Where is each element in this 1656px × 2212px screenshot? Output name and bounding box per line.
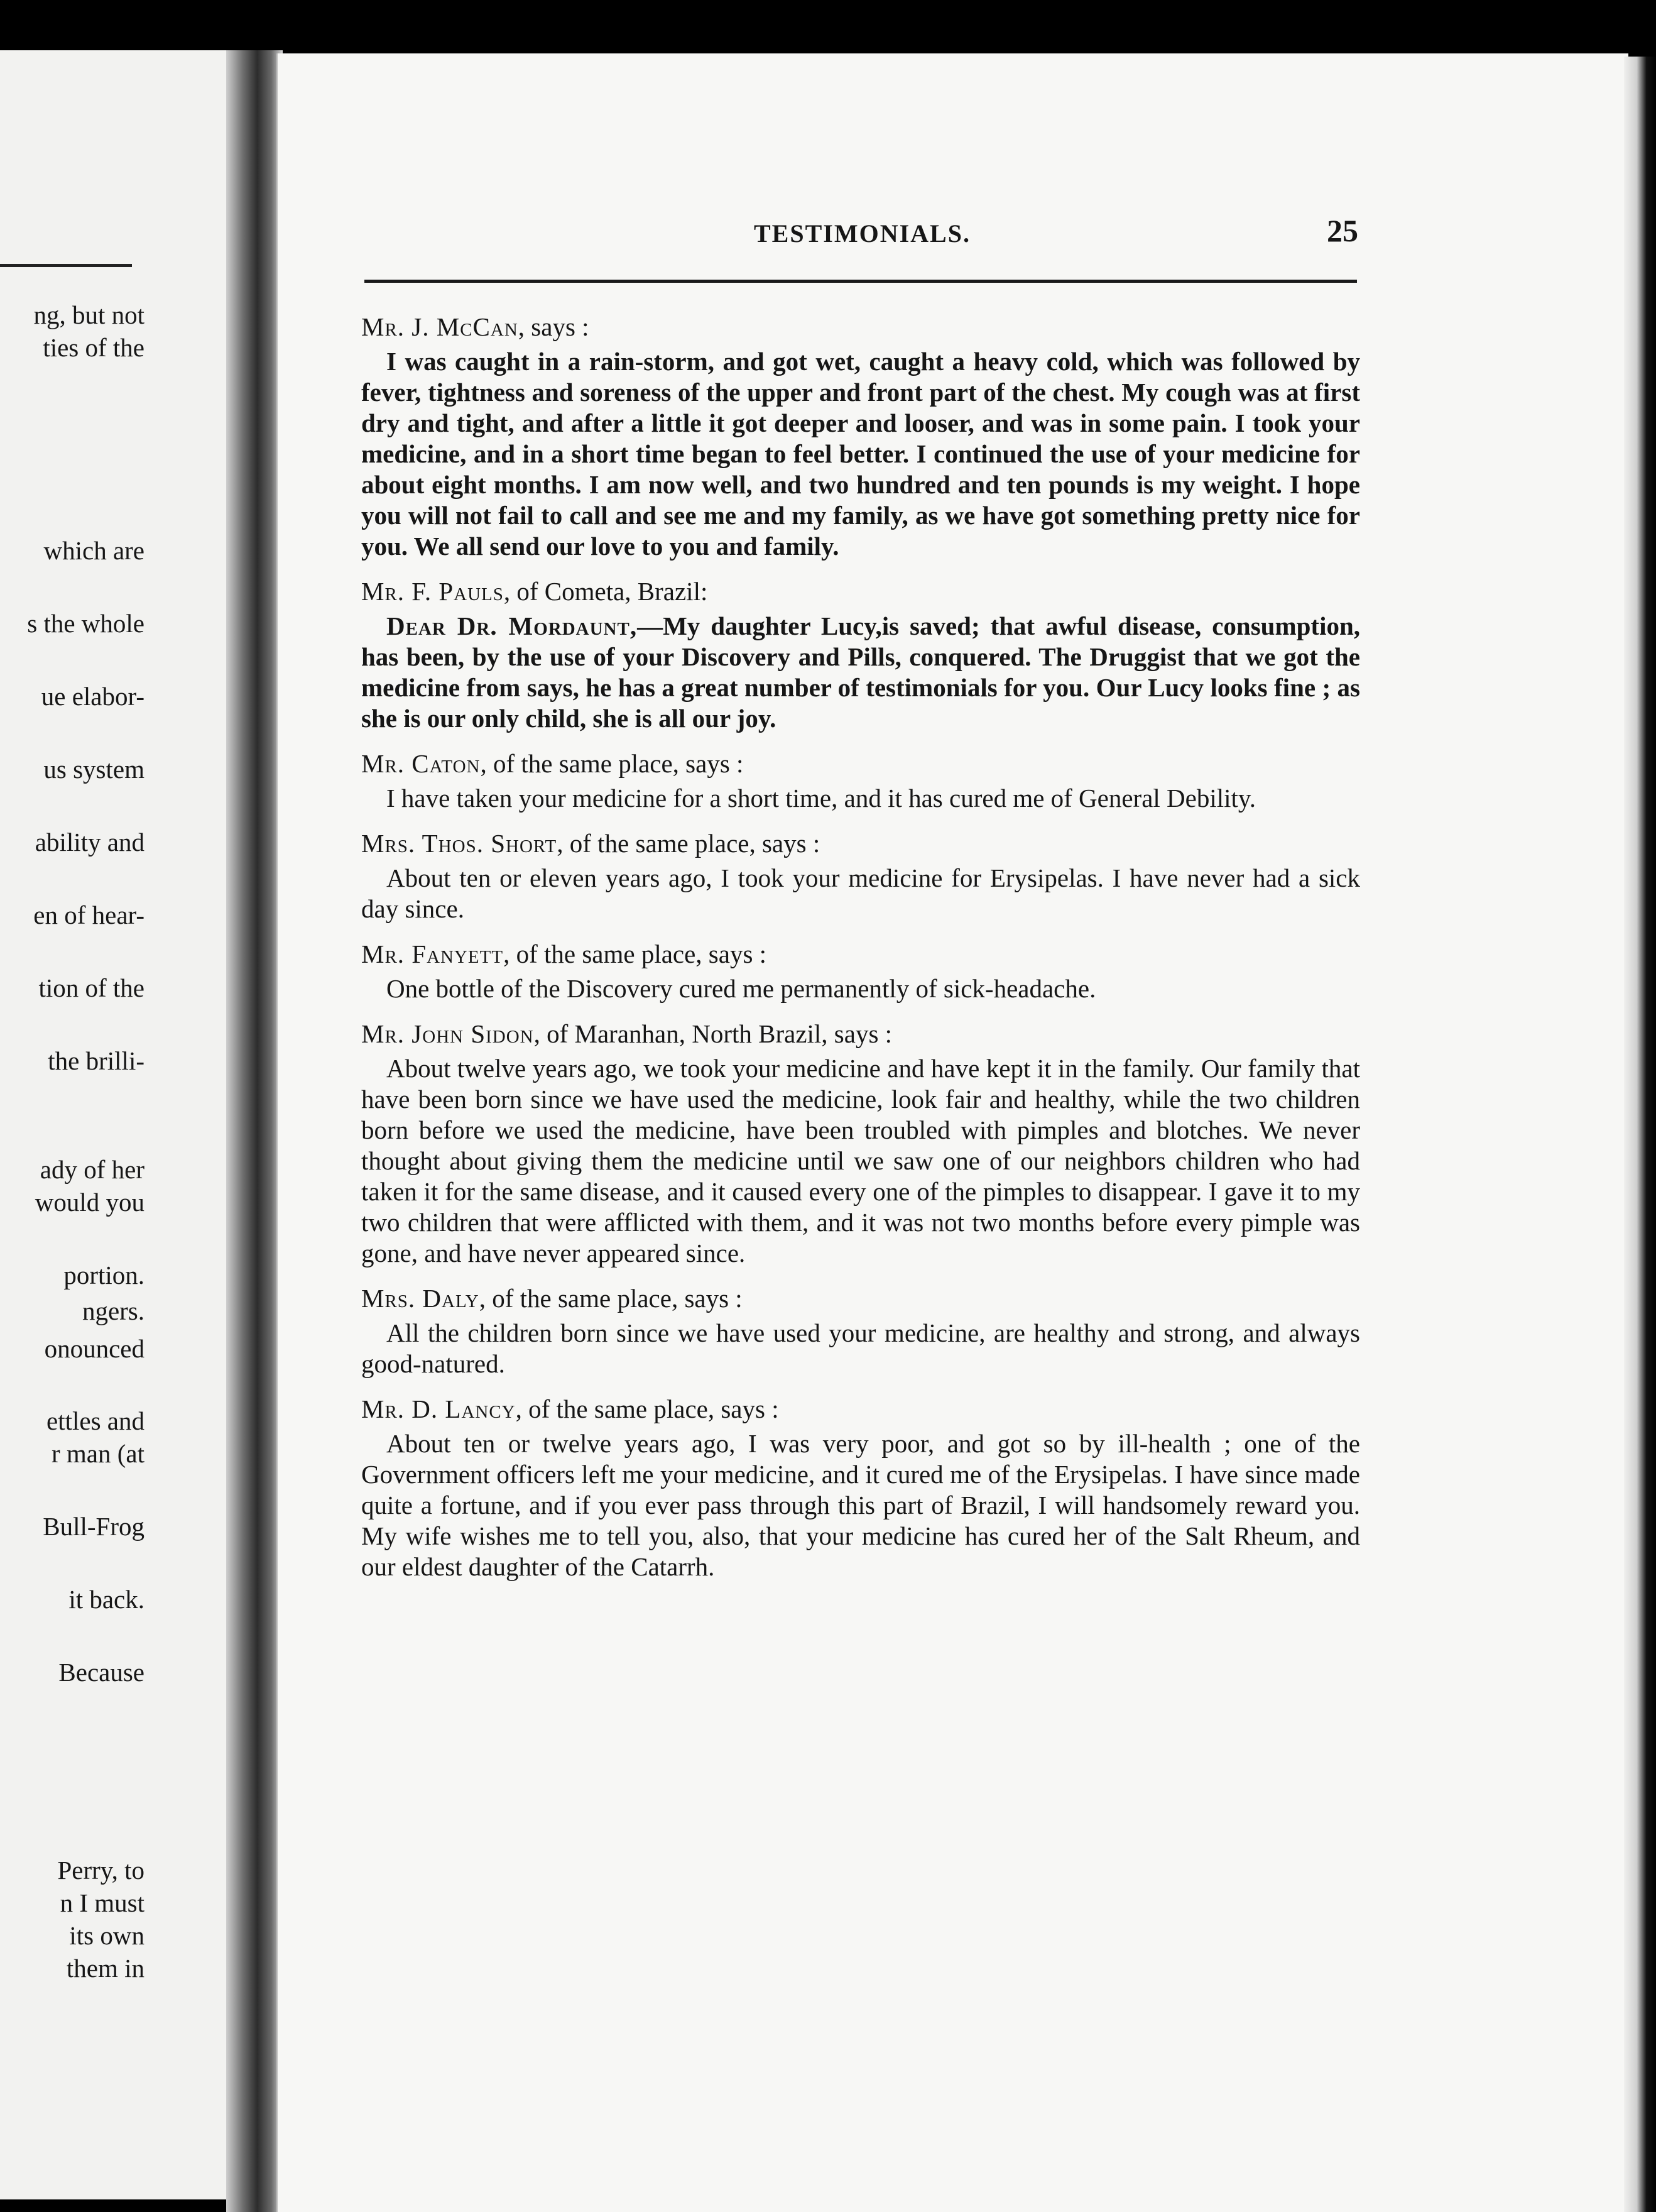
letter-salutation: Dear Dr. Mordaunt, xyxy=(386,611,638,640)
left-page-line: s the whole xyxy=(27,609,144,638)
testimonial-entry xyxy=(361,576,1360,734)
left-page-line: us system xyxy=(43,755,144,784)
left-page-line: ties of the xyxy=(43,333,144,362)
speaker-suffix: , of the same place, says : xyxy=(480,749,744,778)
testimonial-entry xyxy=(361,1393,1360,1582)
left-page-line: tion of the xyxy=(38,973,144,1002)
testimonial-speaker xyxy=(361,311,1360,342)
previous-page xyxy=(0,50,251,2199)
testimonial-speaker xyxy=(361,1283,1360,1314)
speaker-suffix: , of the same place, says : xyxy=(515,1394,779,1423)
speaker-name: Mrs. Thos. Short xyxy=(361,829,557,858)
testimonial-text: About ten or twelve years ago, I was very poor, and got so by ill-health ; one of the Government officers left me your medicine, and it cured me of the Erysipelas. I have since made quite a fortune, and if you ever pass through this part of Brazil, I will handsomely reward you. My wife wishes me to tell you, also, that your medicine has cured her of the Salt Rheum, and our eldest daughter of the Catarrh. xyxy=(361,1429,1360,1581)
left-page-line: r man (at xyxy=(52,1439,144,1468)
testimonial-speaker xyxy=(361,1018,1360,1049)
header-rule xyxy=(364,280,1357,283)
left-page-line: them in xyxy=(66,1954,144,1983)
left-page-line: its own xyxy=(69,1921,144,1950)
left-page-line: the brilli- xyxy=(48,1046,144,1075)
page-number: 25 xyxy=(1327,213,1358,248)
speaker-name: Mr. J. McCan xyxy=(361,312,518,341)
testimonial-entry xyxy=(361,311,1360,562)
left-page-line: which are xyxy=(43,536,144,565)
speaker-suffix: , of the same place, says : xyxy=(479,1284,743,1313)
speaker-name: Mrs. Daly xyxy=(361,1284,479,1313)
book-gutter xyxy=(226,50,283,2212)
testimonial-speaker xyxy=(361,938,1360,970)
running-head: TESTIMONIALS. xyxy=(754,219,971,248)
speaker-name: Mr. Fanyett xyxy=(361,939,504,968)
testimonial-speaker xyxy=(361,828,1360,859)
testimonial-entry xyxy=(361,748,1360,814)
left-page-line: ngers. xyxy=(82,1296,144,1325)
testimonial-entry xyxy=(361,1018,1360,1269)
testimonial-text: About twelve years ago, we took your medicine and have kept it in the family. Our family that have been born since we have used the medicine, look fair and healthy, while the two children born before we used the medicine, have been troubled with pimples and blotches. We never thought about giving them the medicine until we saw one of our neighbors children who had taken it for the same disease, and it caused every one of the pimples to disappear. I gave it to my two children that were afflicted with them, and it was not two months before every pimple was gone, and have never appeared since. xyxy=(361,1054,1360,1268)
speaker-suffix: , of Cometa, Brazil: xyxy=(503,577,708,606)
speaker-suffix: , of Maranhan, North Brazil, says : xyxy=(533,1019,893,1048)
left-page-line: onounced xyxy=(44,1334,144,1363)
speaker-suffix: , says : xyxy=(518,312,589,341)
speaker-suffix: , of the same place, says : xyxy=(503,939,767,968)
page-edge xyxy=(1624,57,1656,2212)
testimonial-entry xyxy=(361,938,1360,1004)
left-page-line: Bull-Frog xyxy=(43,1512,144,1541)
speaker-name: Mr. John Sidon xyxy=(361,1019,534,1048)
testimonial-entry xyxy=(361,828,1360,924)
left-page-line: n I must xyxy=(60,1888,144,1917)
left-page-line: portion. xyxy=(63,1261,144,1289)
testimonial-speaker xyxy=(361,748,1360,779)
testimonial-speaker xyxy=(361,576,1360,607)
speaker-name: Mr. D. Lancy xyxy=(361,1394,516,1423)
left-page-line: would you xyxy=(35,1188,144,1217)
speaker-name: Mr. F. Pauls xyxy=(361,577,504,606)
left-page-line: ady of her xyxy=(40,1155,144,1184)
testimonial-text: All the children born since we have used your medicine, are healthy and strong, and always good-natured. xyxy=(361,1318,1360,1378)
left-page-line: ettles and xyxy=(46,1406,144,1435)
testimonial-text: One bottle of the Discovery cured me permanently of sick-headache. xyxy=(386,974,1096,1003)
left-page-line: ue elabor- xyxy=(41,682,144,711)
left-page-line: it back. xyxy=(68,1585,144,1614)
speaker-name: Mr. Caton xyxy=(361,749,481,778)
testimonial-text: I have taken your medicine for a short time, and it has cured me of General Debility. xyxy=(386,784,1256,813)
speaker-suffix: , of the same place, says : xyxy=(557,829,820,858)
left-page-line: ng, but not xyxy=(33,300,144,329)
testimonials-body xyxy=(361,311,1360,1596)
testimonial-entry xyxy=(361,1283,1360,1379)
testimonial-text xyxy=(361,611,1360,734)
testimonial-text: I was caught in a rain-storm, and got wet, caught a heavy cold, which was followed by fever, tightness and soreness of the upper and front part of the chest. My cough was at first dry and tight, and after a little it got deeper and looser, and was in some pain. I took your medicine, and in a short time began to feel better. I continued the use of your medicine for about eight months. I am now well, and two hundred and ten pounds is my weight. I hope you will not fail to call and see me and my family, as we have got something pretty nice for you. We all send our love to you and family. xyxy=(361,347,1360,561)
testimonial-text: About ten or eleven years ago, I took your medicine for Erysipelas. I have never had a sick day since. xyxy=(361,863,1360,923)
left-page-line: en of hear- xyxy=(33,901,144,929)
left-page-line: ability and xyxy=(35,828,144,857)
left-page-rule xyxy=(0,264,132,267)
left-page-line: Because xyxy=(58,1658,144,1687)
left-page-line: Perry, to xyxy=(57,1856,144,1885)
testimonial-speaker xyxy=(361,1393,1360,1425)
letter-body: —My daughter Lucy,is saved; that awful disease, consumption, has been, by the use of your Discovery and Pills, conquered. The Druggist that we got the medicine from says, he has a great number of testimonials for you. Our Lucy looks fine ; as she is our only child, she is all our joy. xyxy=(361,611,1361,733)
